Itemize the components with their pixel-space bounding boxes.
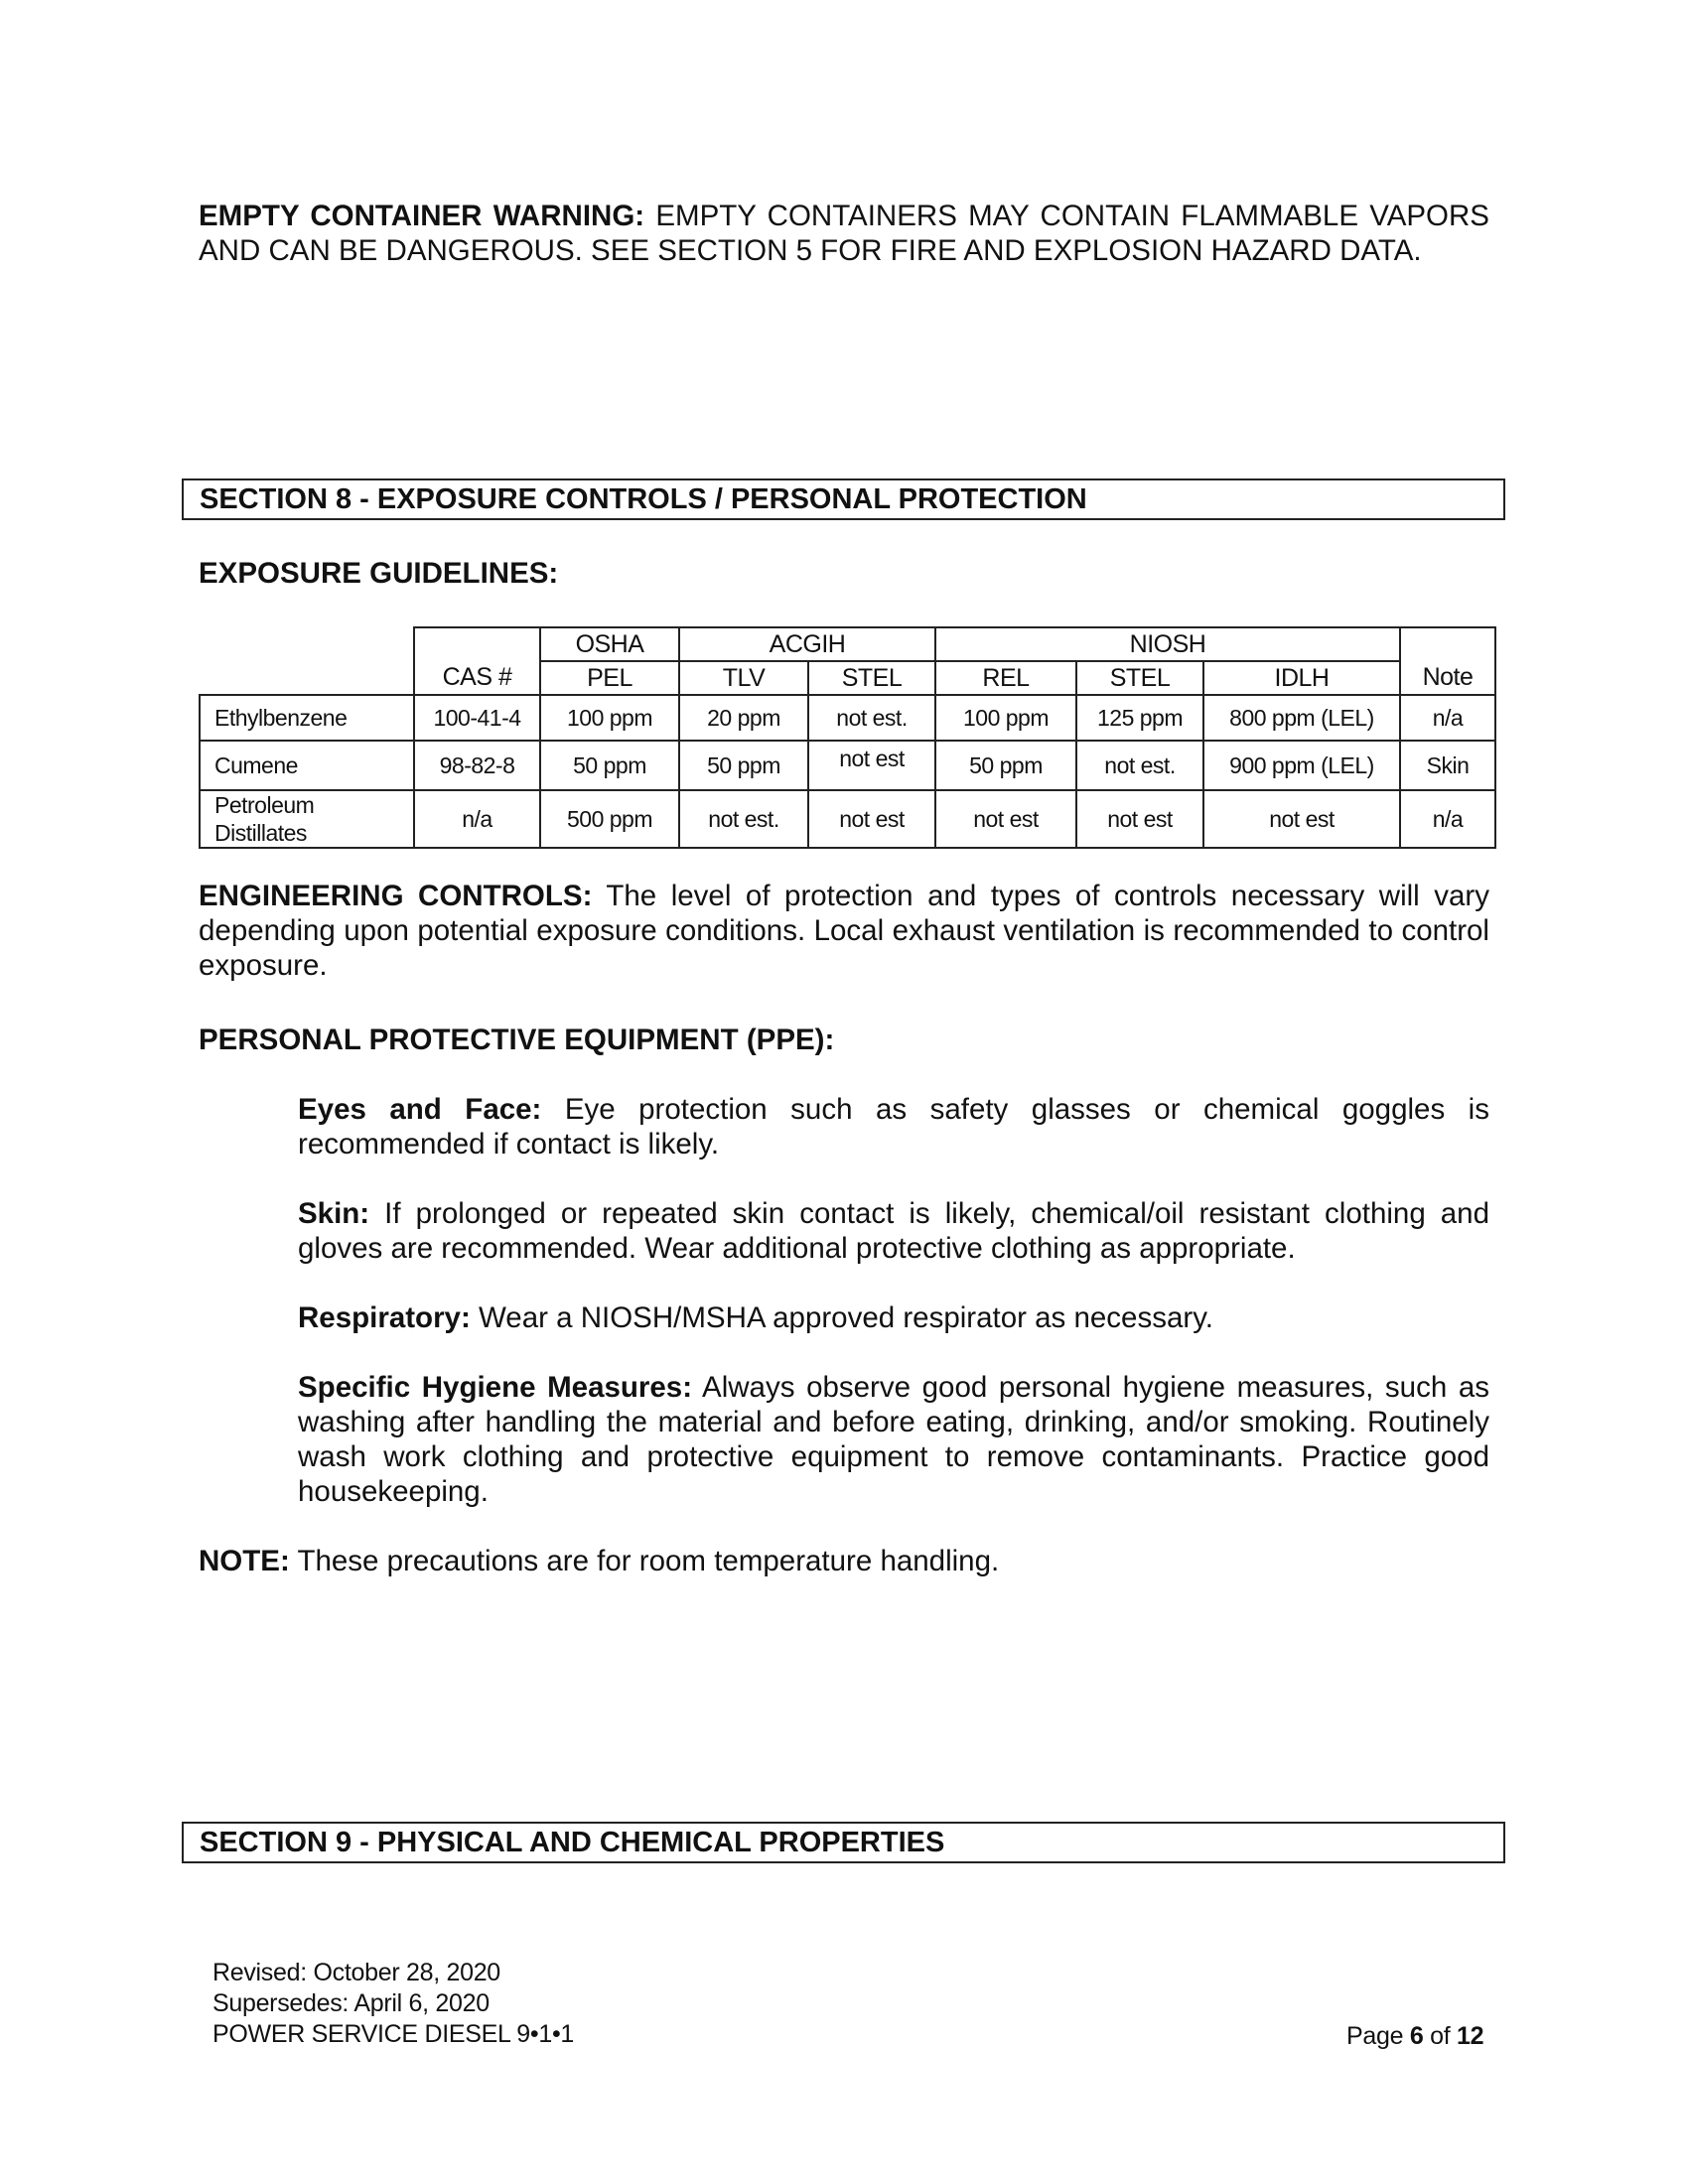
table-cell: 50 ppm xyxy=(679,741,808,790)
col-idlh: IDLH xyxy=(1203,661,1400,695)
table-cell: not est xyxy=(808,790,935,848)
eyes-text: Eye protection such as safety glasses or chemical goggles is recommended if contact is likely. xyxy=(298,1093,1489,1160)
skin-text: If prolonged or repeated skin contact is likely, chemical/oil resistant clothing and gloves are recommended. Wear additional protective clothing as appropriate. xyxy=(298,1197,1489,1265)
row-name-line-1: Petroleum xyxy=(214,792,315,818)
cas-group-cell xyxy=(414,627,540,661)
table-cell: 500 ppm xyxy=(540,790,679,848)
note-group-cell xyxy=(1400,627,1495,661)
table-cell: Skin xyxy=(1400,741,1495,790)
table-cell: 800 ppm (LEL) xyxy=(1203,695,1400,741)
col-note: Note xyxy=(1400,661,1495,695)
engineering-text: The level of protection and types of controls necessary will vary depending upon potential exposure conditions. Local exhaust ventilation is recommended to control exposure. xyxy=(199,880,1489,982)
respiratory-label: Respiratory: xyxy=(298,1301,471,1334)
table-cell: not est xyxy=(935,790,1076,848)
exposure-guidelines-heading: EXPOSURE GUIDELINES: xyxy=(199,557,559,590)
table-cell: 50 ppm xyxy=(540,741,679,790)
hygiene-text: Always observe good personal hygiene measures, such as washing after handling the material and before eating, drinking, and/or smoking. Routinely wash work clothing and protective equipment to remove contaminants. Practice good housekeeping. xyxy=(298,1371,1489,1508)
respiratory xyxy=(298,1300,1489,1335)
table-cell: 98-82-8 xyxy=(414,741,540,790)
table-cell: 900 ppm (LEL) xyxy=(1203,741,1400,790)
table-corner xyxy=(200,627,414,661)
table-cell: n/a xyxy=(1400,790,1495,848)
revised-date: Revised: October 28, 2020 xyxy=(212,1959,500,1986)
page-number xyxy=(1346,2021,1483,2052)
table-cell: 20 ppm xyxy=(679,695,808,741)
row-name: Cumene xyxy=(200,741,414,790)
col-acgih-stel: STEL xyxy=(808,661,935,695)
eyes-label: Eyes and Face: xyxy=(298,1093,542,1126)
table-row xyxy=(200,741,1495,790)
section-8-title: SECTION 8 - EXPOSURE CONTROLS / PERSONAL PROTECTION xyxy=(200,483,1087,515)
niosh-group-header: NIOSH xyxy=(935,627,1400,661)
skin-label: Skin: xyxy=(298,1197,370,1230)
col-niosh-stel: STEL xyxy=(1076,661,1203,695)
table-cell: not est xyxy=(1076,790,1203,848)
page-current: 6 xyxy=(1409,2022,1424,2050)
page-of: of xyxy=(1423,2022,1457,2050)
ppe-heading: PERSONAL PROTECTIVE EQUIPMENT (PPE): xyxy=(199,1024,835,1056)
osha-group-header: OSHA xyxy=(540,627,679,661)
table-cell: n/a xyxy=(1400,695,1495,741)
footer-left xyxy=(212,1958,574,2050)
table-corner-lower xyxy=(200,661,414,695)
table-cell: not est. xyxy=(808,695,935,741)
table-cell: n/a xyxy=(414,790,540,848)
specific-hygiene xyxy=(298,1370,1489,1509)
page-total: 12 xyxy=(1457,2022,1484,2050)
note xyxy=(199,1544,1489,1578)
warning-label: EMPTY CONTAINER WARNING: xyxy=(199,200,645,232)
col-rel: REL xyxy=(935,661,1076,695)
acgih-group-header: ACGIH xyxy=(679,627,935,661)
respiratory-text: Wear a NIOSH/MSHA approved respirator as necessary. xyxy=(470,1301,1213,1334)
table-cell: 100-41-4 xyxy=(414,695,540,741)
table-cell: not est xyxy=(808,741,935,790)
table-cell: 100 ppm xyxy=(935,695,1076,741)
engineering-controls xyxy=(199,879,1489,983)
skin xyxy=(298,1196,1489,1266)
empty-container-warning xyxy=(199,199,1489,268)
row-name: Ethylbenzene xyxy=(200,695,414,741)
warning-text: EMPTY CONTAINERS MAY CONTAIN FLAMMABLE VAPORS AND CAN BE DANGEROUS. SEE SECTION 5 FOR FIRE AND EXPLOSION HAZARD DATA. xyxy=(199,200,1489,267)
col-cas: CAS # xyxy=(414,661,540,695)
section-9-header xyxy=(182,1822,1505,1863)
hygiene-label: Specific Hygiene Measures: xyxy=(298,1371,693,1404)
col-pel: PEL xyxy=(540,661,679,695)
table-cell: not est. xyxy=(1076,741,1203,790)
table-cell: 100 ppm xyxy=(540,695,679,741)
section-8-header xyxy=(182,478,1505,520)
page-prefix: Page xyxy=(1346,2022,1410,2050)
table-cell: 125 ppm xyxy=(1076,695,1203,741)
section-9-title: SECTION 9 - PHYSICAL AND CHEMICAL PROPERTIES xyxy=(200,1827,945,1858)
table-cell: not est. xyxy=(679,790,808,848)
table-cell: not est xyxy=(1203,790,1400,848)
product-name: POWER SERVICE DIESEL 9•1•1 xyxy=(212,2020,575,2048)
exposure-table xyxy=(199,626,1496,849)
col-tlv: TLV xyxy=(679,661,808,695)
note-text: These precautions are for room temperature handling. xyxy=(289,1545,1000,1577)
note-label: NOTE: xyxy=(199,1545,290,1577)
engineering-label: ENGINEERING CONTROLS: xyxy=(199,880,593,912)
table-row xyxy=(200,695,1495,741)
eyes-and-face xyxy=(298,1092,1489,1161)
row-name-line-2: Distillates xyxy=(214,820,307,846)
table-cell: 50 ppm xyxy=(935,741,1076,790)
row-name xyxy=(200,790,414,848)
table-row xyxy=(200,790,1495,848)
supersedes-date: Supersedes: April 6, 2020 xyxy=(212,1989,490,2017)
